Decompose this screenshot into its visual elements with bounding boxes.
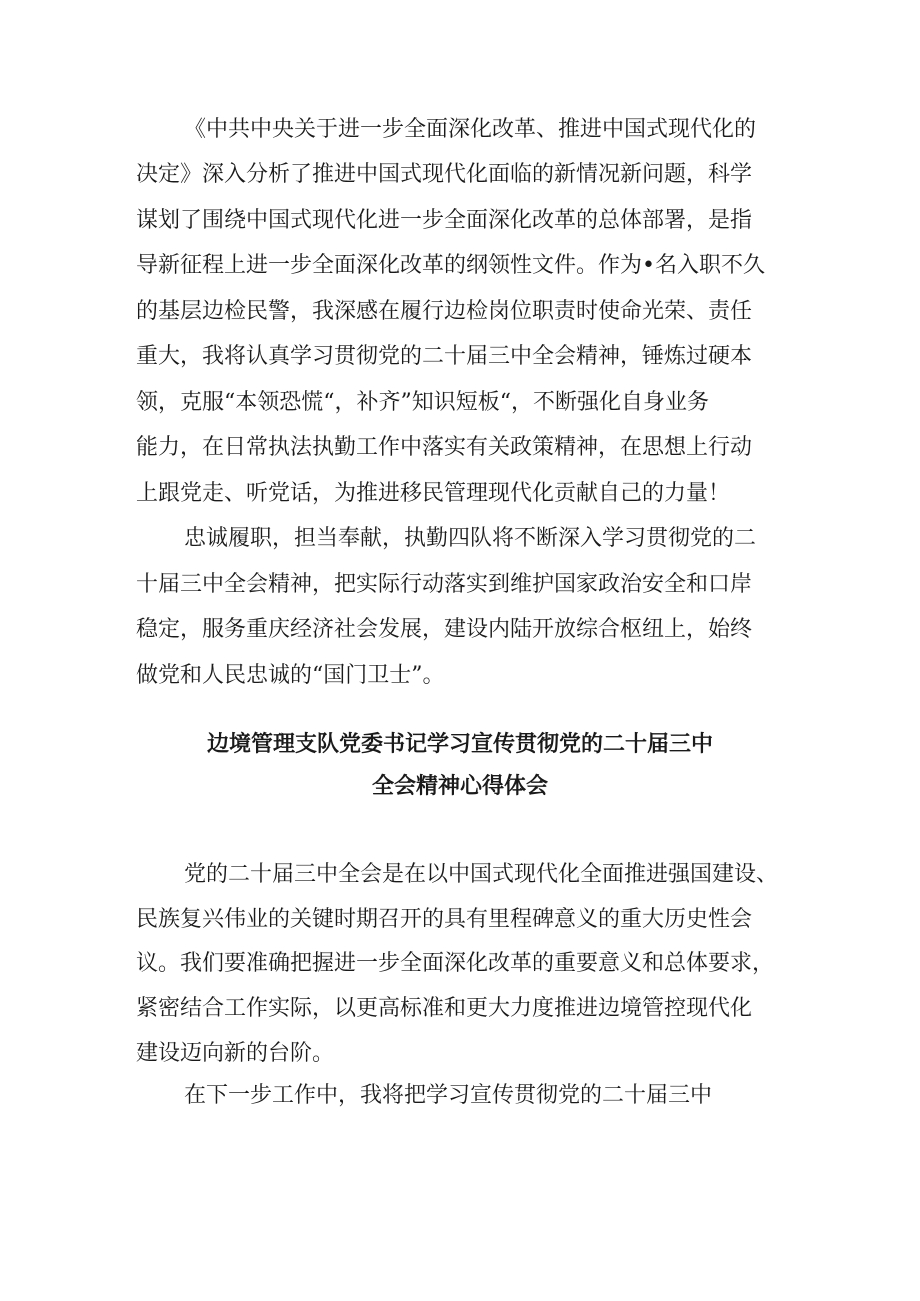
text-line: 党的二十届三中全会是在以中国式现代化全面推进强国建设、 bbox=[184, 862, 779, 887]
text-line: 决定》深入分析了推进中国式现代化面临的新情况新问题，科学 bbox=[136, 162, 753, 187]
text-line: 领，克服“本领恐慌“，补齐”知识短板“，不断强化自身业务 bbox=[136, 390, 709, 415]
text-line: 重大，我将认真学习贯彻党的二十届三中全会精神，锤炼过硬本 bbox=[136, 344, 753, 369]
text-line: 稳定，服务重庆经济社会发展，建设内陆开放综合枢纽上，始终 bbox=[136, 617, 753, 642]
text-line: 能力，在日常执法执勤工作中落实有关政策精神，在思想上行动 bbox=[136, 435, 753, 460]
document-title-line: 全会精神心得体会 bbox=[371, 774, 548, 799]
text-line: 上跟党走、听党话，为推进移民管理现代化贡献自己的力量！ bbox=[136, 481, 731, 506]
text-line: 谋划了围绕中国式现代化进一步全面深化改革的总体部署，是指 bbox=[136, 208, 753, 233]
text-line: 十届三中全会精神，把实际行动落实到维护国家政治安全和口岸 bbox=[136, 572, 753, 597]
text-line: 的基层边检民警，我深感在履行边检岗位职责时使命光荣、责任 bbox=[136, 299, 753, 324]
text-line: 在下一步工作中，我将把学习宣传贯彻党的二十届三中 bbox=[184, 1083, 713, 1108]
text-line: 做党和人民忠诚的“国门卫士”。 bbox=[136, 663, 445, 688]
text-line: 建设迈向新的台阶。 bbox=[136, 1041, 335, 1066]
text-line: 议。我们要准确把握进一步全面深化改革的重要意义和总体要求， bbox=[136, 951, 775, 976]
text-line: 《中共中央关于进一步全面深化改革、推进中国式现代化的 bbox=[184, 117, 757, 142]
text-line: 忠诚履职，担当奉献，执勤四队将不断深入学习贯彻党的二 bbox=[184, 526, 757, 551]
text-line: 民族复兴伟业的关键时期召开的具有里程碑意义的重大历史性会 bbox=[136, 907, 753, 932]
text-line: 紧密结合工作实际，以更高标准和更大力度推进边境管控现代化 bbox=[136, 996, 753, 1021]
text-line: 导新征程上进一步全面深化改革的纲领性文件。作为•名入职不久 bbox=[136, 253, 765, 278]
document-title-line: 边境管理支队党委书记学习宣传贯彻党的二十届三中 bbox=[206, 732, 713, 757]
